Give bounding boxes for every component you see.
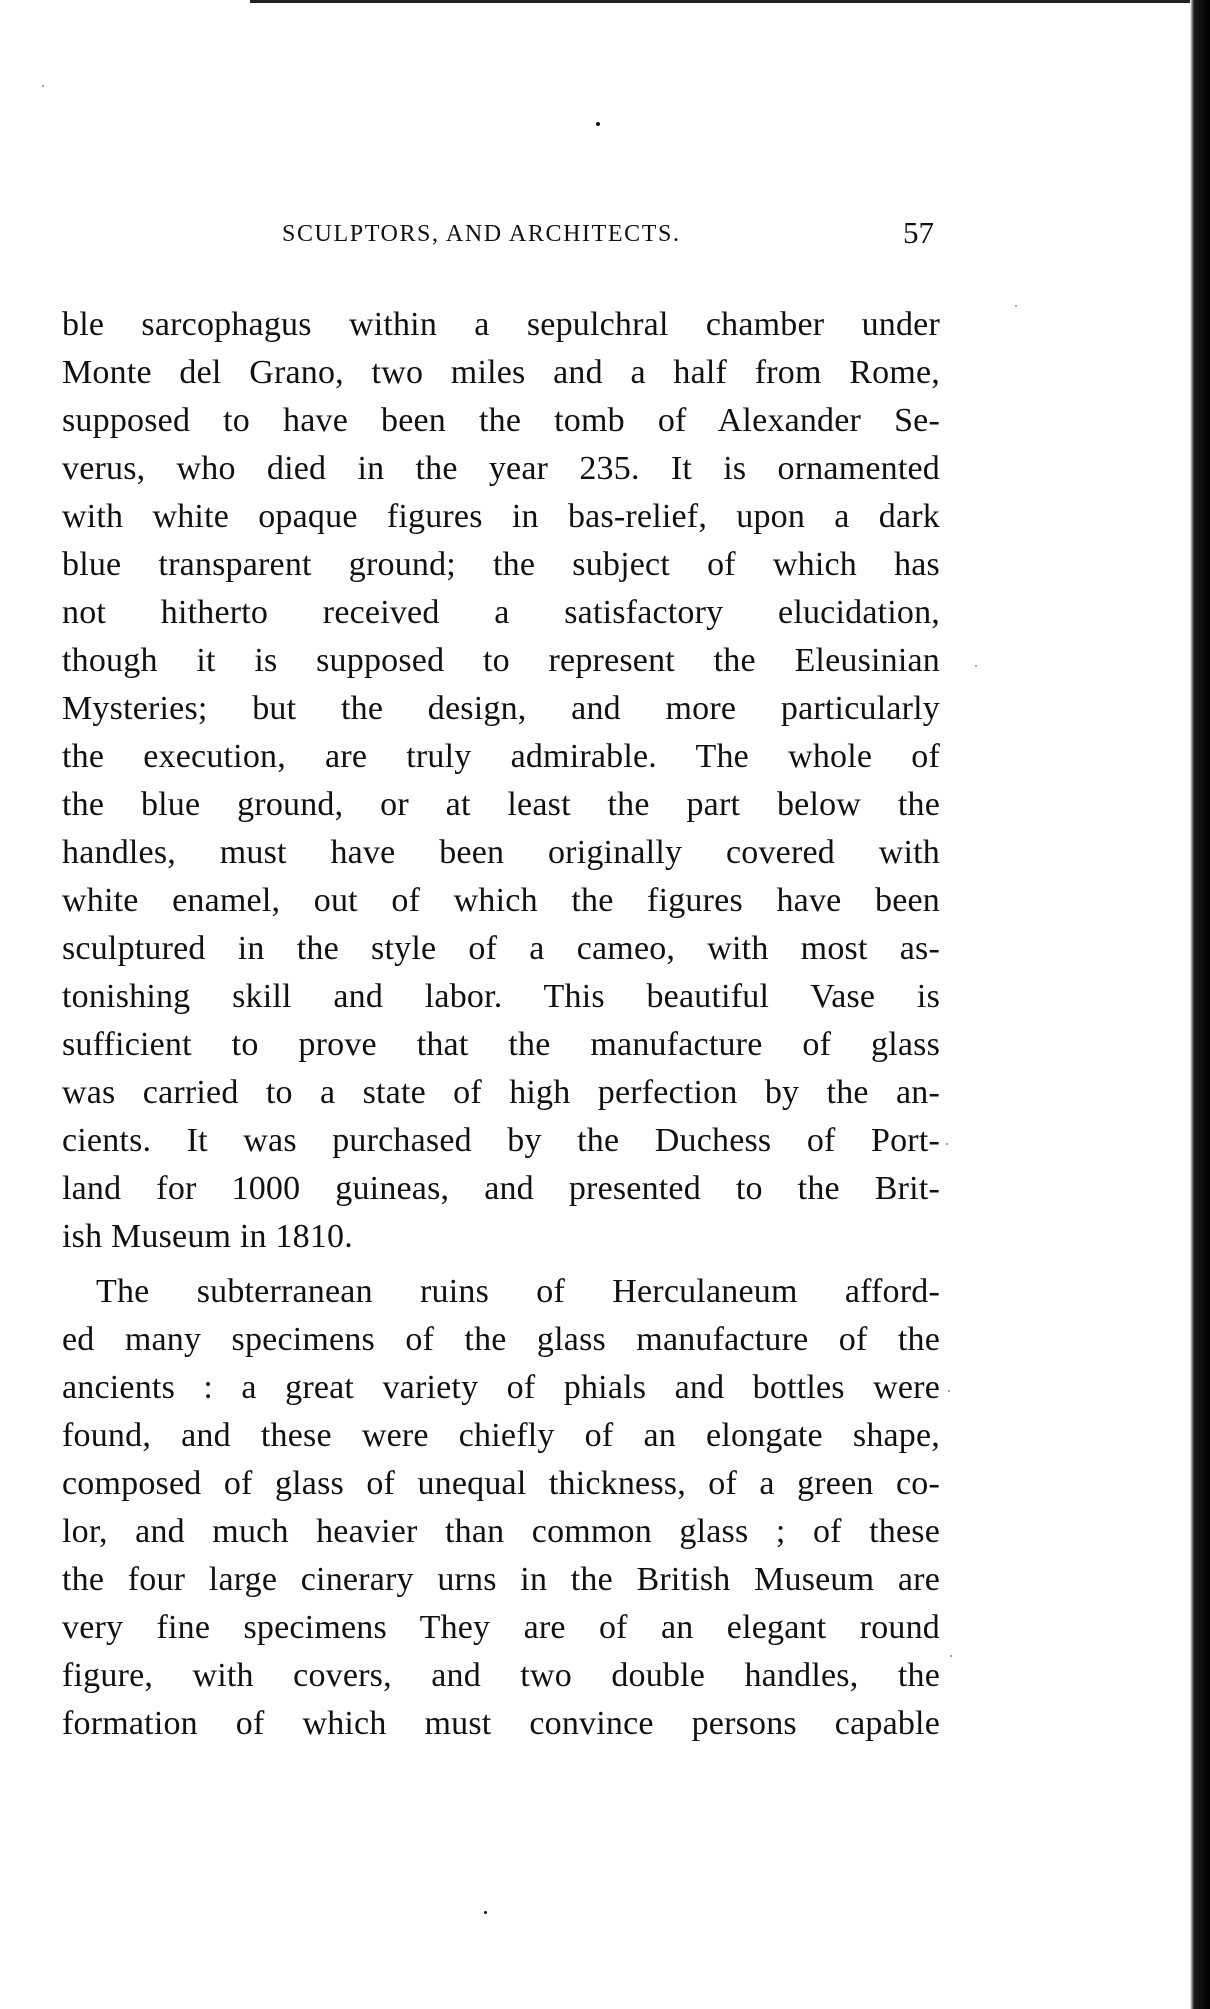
paper-speck <box>950 1655 952 1657</box>
paper-speck <box>946 1143 948 1145</box>
text-line: Monte del Grano, two miles and a half from Rome, <box>62 354 940 391</box>
text-line: figure, with covers, and two double handles, the <box>62 1657 940 1694</box>
text-line: found, and these were chiefly of an elongate shape, <box>62 1417 940 1454</box>
text-line: the four large cinerary urns in the British Museum are <box>62 1561 940 1598</box>
paper-speck <box>42 85 44 87</box>
text-line: ed many specimens of the glass manufacture of the <box>62 1321 940 1358</box>
text-line: with white opaque figures in bas-relief, upon a dark <box>62 498 940 535</box>
text-line: though it is supposed to represent the Eleusinian <box>62 642 940 679</box>
text-line: The subterranean ruins of Herculaneum afford- <box>96 1273 940 1310</box>
text-line: very fine specimens They are of an elegant round <box>62 1609 940 1646</box>
text-line: Mysteries; but the design, and more particularly <box>62 690 940 727</box>
text-line: cients. It was purchased by the Duchess of Port- <box>62 1122 940 1159</box>
paper-speck <box>948 1390 950 1392</box>
paper-speck <box>975 665 977 667</box>
running-head: SCULPTORS, AND ARCHITECTS. <box>282 221 681 247</box>
bottom-ink-dot <box>484 1911 487 1914</box>
page-binding-shadow <box>1190 0 1210 2009</box>
text-line: lor, and much heavier than common glass ; of these <box>62 1513 940 1550</box>
text-line: supposed to have been the tomb of Alexander Se- <box>62 402 940 439</box>
top-ink-dot <box>596 122 600 126</box>
text-line: ancients : a great variety of phials and bottles were <box>62 1369 940 1406</box>
paper-speck <box>1015 305 1017 307</box>
page-top-edge <box>250 0 1210 3</box>
text-line: composed of glass of unequal thickness, of a green co- <box>62 1465 940 1502</box>
text-line: blue transparent ground; the subject of which has <box>62 546 940 583</box>
text-line: the blue ground, or at least the part below the <box>62 786 940 823</box>
page-number: 57 <box>903 215 934 250</box>
text-line: sculptured in the style of a cameo, with most as- <box>62 930 940 967</box>
text-line: ble sarcophagus within a sepulchral chamber under <box>62 306 940 343</box>
text-line: was carried to a state of high perfection by the an- <box>62 1074 940 1111</box>
text-line: not hitherto received a satisfactory elucidation, <box>62 594 940 631</box>
text-line: handles, must have been originally covered with <box>62 834 940 871</box>
text-line: verus, who died in the year 235. It is ornamented <box>62 450 940 487</box>
text-line: white enamel, out of which the figures have been <box>62 882 940 919</box>
text-line: formation of which must convince persons capable <box>62 1705 940 1742</box>
text-line: sufficient to prove that the manufacture of glass <box>62 1026 940 1063</box>
text-line: tonishing skill and labor. This beautiful Vase is <box>62 978 940 1015</box>
text-line: the execution, are truly admirable. The whole of <box>62 738 940 775</box>
text-line: ish Museum in 1810. <box>62 1218 353 1255</box>
text-line: land for 1000 guineas, and presented to the Brit- <box>62 1170 940 1207</box>
